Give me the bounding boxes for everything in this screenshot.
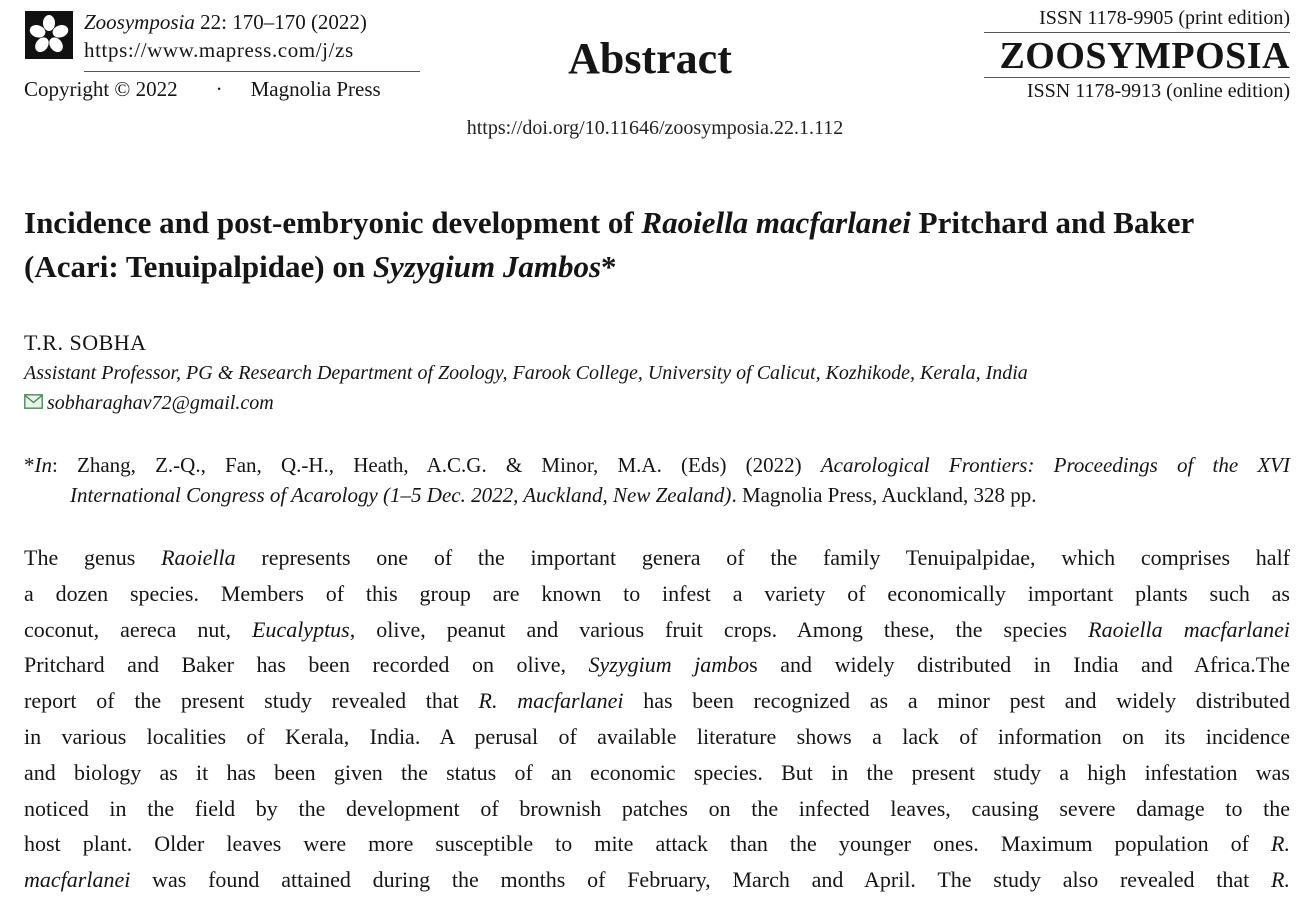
abstract-line: The genus Raoiella represents one of the important genera of the family Tenuipalpidae, which comprises half bbox=[24, 545, 1291, 570]
title-asterisk: * bbox=[601, 249, 617, 284]
copyright-text: Copyright © 2022 bbox=[24, 77, 178, 101]
citation-line-2 bbox=[24, 480, 1290, 510]
publisher-name: Magnolia Press bbox=[250, 77, 381, 101]
citation-publisher: . Magnolia Press, Auckland, 328 pp. bbox=[731, 483, 1037, 507]
section-title: Abstract bbox=[568, 34, 732, 83]
doi-link[interactable]: https://doi.org/10.11646/zoosymposia.22.1.112 bbox=[466, 117, 844, 139]
header-rule-left bbox=[84, 71, 420, 72]
abstract-line: and biology as it has been given the status of an economic species. But in the present study a high infestation was bbox=[24, 759, 1290, 785]
journal-ref: 22: 170–170 (2022) bbox=[200, 10, 367, 34]
journal-info bbox=[84, 8, 422, 64]
citation-book-title-1: Acarological Frontiers: Proceedings of the XVI bbox=[820, 453, 1290, 477]
abstract-line: noticed in the field by the development of brownish patches on the infected leaves, causing severe damage to the bbox=[24, 795, 1290, 821]
author-name: T.R. SOBHA bbox=[24, 330, 147, 355]
journal-name: Zoosymposia bbox=[84, 10, 195, 34]
title-host: Syzygium Jambos bbox=[372, 249, 602, 284]
citation-editors: Zhang, Z.-Q., Fan, Q.-H., Heath, A.C.G. & Minor, M.A. (Eds) (2022) bbox=[57, 453, 821, 477]
journal-url-link[interactable]: https://www.mapress.com/j/zs bbox=[84, 38, 354, 62]
abstract-line: host plant. Older leaves were more susceptible to mite attack than the younger ones. Maximum population of R. bbox=[24, 831, 1290, 857]
abstract-line: macfarlanei was found attained during the months of February, March and April. The study also revealed that R. bbox=[24, 867, 1290, 893]
title-text-1: Incidence and post-embryonic development of bbox=[24, 205, 642, 240]
separator-dot: · bbox=[215, 77, 223, 101]
author-email-link[interactable]: sobharaghav72@gmail.com bbox=[47, 392, 274, 414]
issn-online: ISSN 1178-9913 (online edition) bbox=[1026, 80, 1290, 102]
citation-colon: : bbox=[52, 453, 58, 477]
citation-star: * bbox=[24, 453, 35, 477]
header-rule-right-1 bbox=[984, 32, 1290, 33]
copyright-line bbox=[24, 76, 381, 102]
citation-in-label: In bbox=[34, 453, 52, 477]
citation-line-1 bbox=[24, 450, 1290, 480]
abstract-line: Pritchard and Baker has been recorded on olive, Syzygium jambos and widely distributed in India and Africa.The bbox=[24, 652, 1290, 678]
author-email-row bbox=[24, 389, 274, 417]
article-title bbox=[24, 201, 1290, 289]
abstract-body bbox=[24, 540, 1290, 898]
abstract-line: in various localities of Kerala, India. A perusal of available literature shows a lack of information on its incidence bbox=[24, 723, 1290, 749]
mail-icon bbox=[24, 389, 43, 417]
issn-block bbox=[978, 6, 1290, 104]
citation-book-title-2: International Congress of Acarology (1–5 Dec. 2022, Auckland, New Zealand) bbox=[70, 483, 732, 507]
title-species: Raoiella macfarlanei bbox=[641, 205, 911, 240]
journal-brand: ZOOSYMPOSIA bbox=[999, 35, 1290, 77]
flower-logo-icon bbox=[25, 11, 73, 59]
proceedings-citation bbox=[24, 450, 1290, 510]
title-text-2: Pritchard and Baker (Acari: Tenuipalpidae) on bbox=[24, 205, 1194, 284]
header-rule-right-2 bbox=[984, 77, 1290, 78]
author-affiliation: Assistant Professor, PG & Research Department of Zoology, Farook College, University of Calicut, Kozhikode, Kerala, India bbox=[24, 362, 1028, 384]
issn-print: ISSN 1178-9905 (print edition) bbox=[1039, 7, 1290, 29]
abstract-line: report of the present study revealed that R. macfarlanei has been recognized as a minor pest and widely distributed bbox=[24, 688, 1290, 714]
abstract-line: coconut, aereca nut, Eucalyptus, olive, peanut and various fruit crops. Among these, the species Raoiella macfarlanei bbox=[24, 616, 1291, 642]
abstract-line: a dozen species. Members of this group are known to infest a variety of economically important plants such as bbox=[24, 580, 1290, 606]
